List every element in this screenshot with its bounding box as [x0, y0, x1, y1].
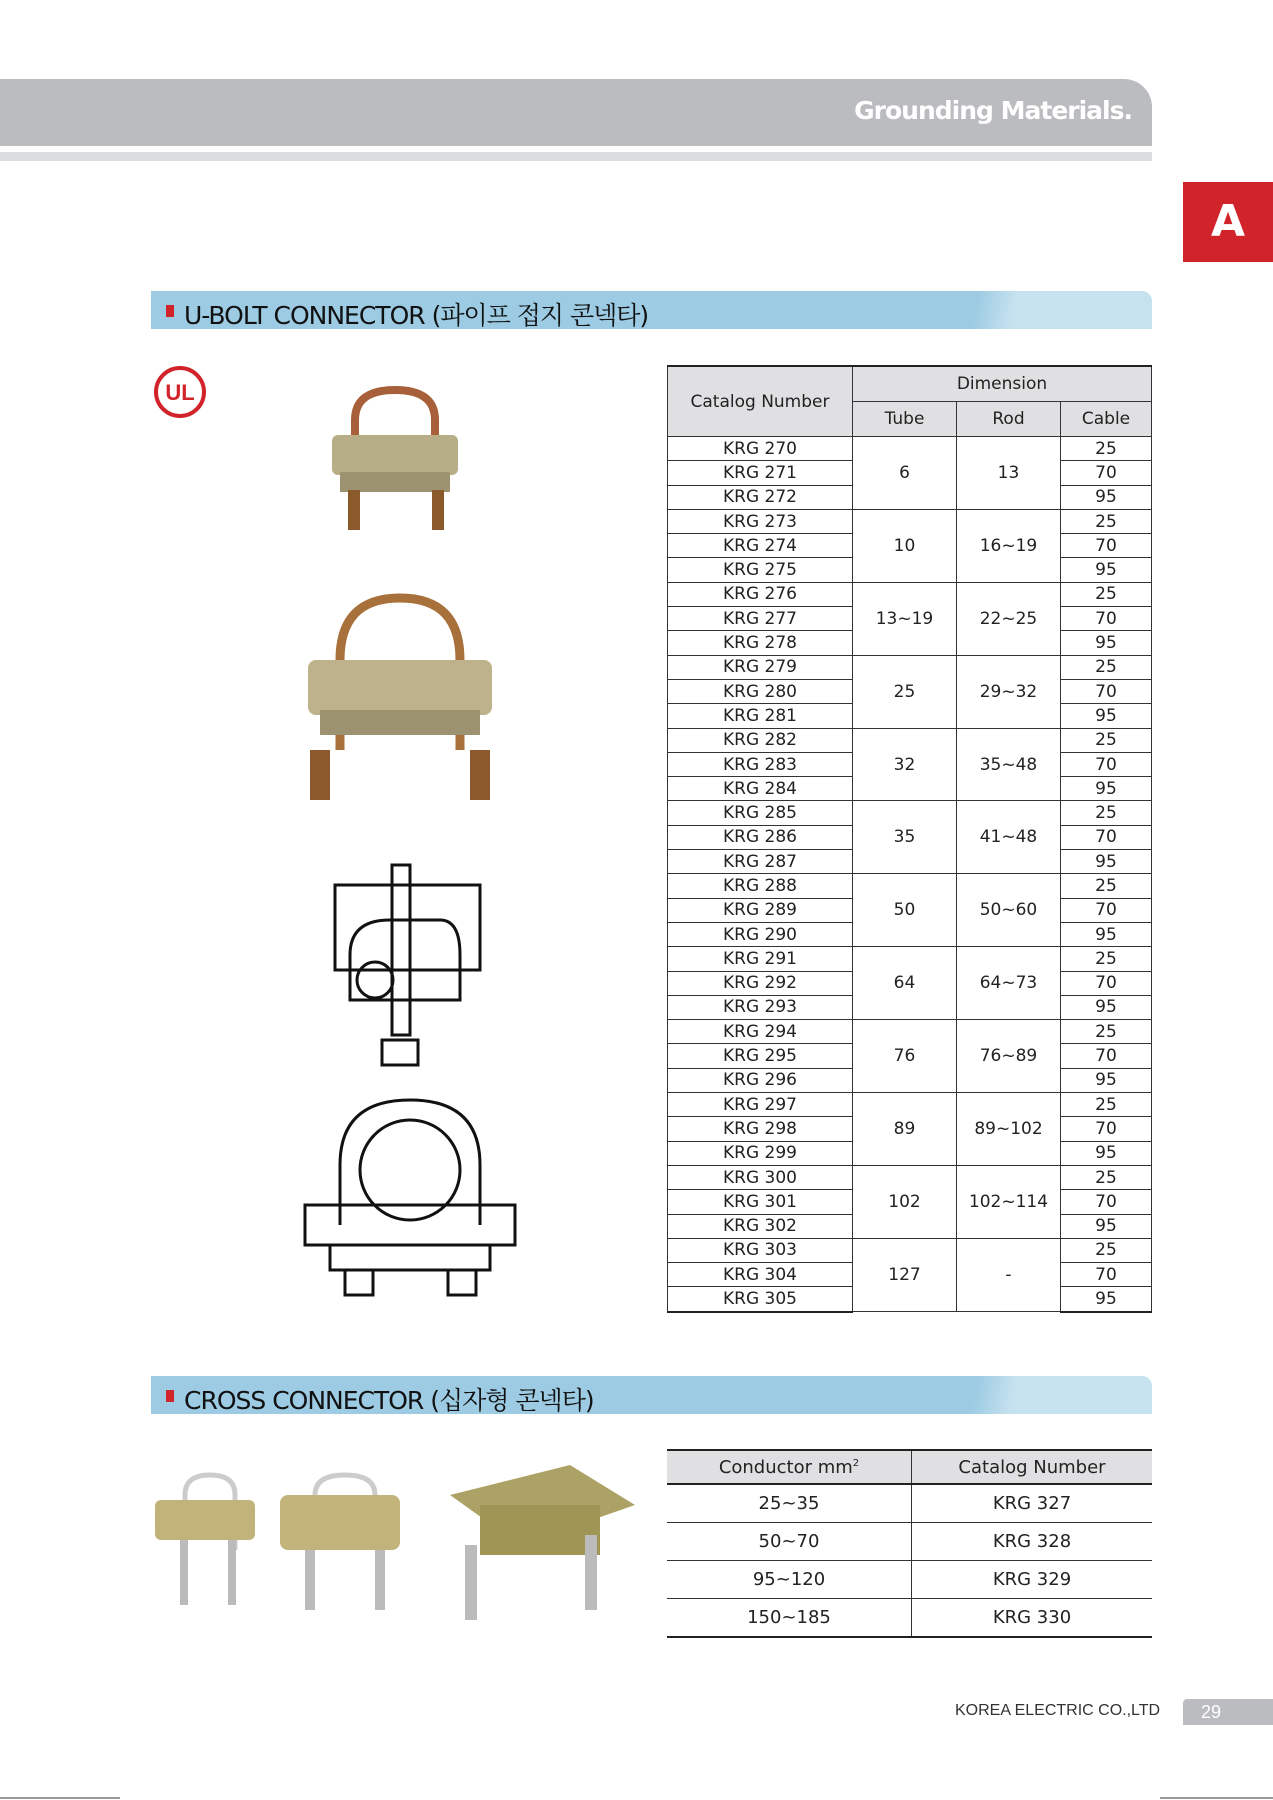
cable-cell: 95 — [1061, 1141, 1152, 1165]
cable-cell: 25 — [1061, 728, 1152, 752]
cable-cell: 70 — [1061, 971, 1152, 995]
catalog-number-cell: KRG 273 — [668, 509, 853, 533]
cable-cell: 95 — [1061, 704, 1152, 728]
rod-cell: 102~114 — [957, 1165, 1061, 1238]
ubolt-front-drawing — [300, 1095, 520, 1305]
catalog-number-cell: KRG 302 — [668, 1214, 853, 1238]
rod-cell: 64~73 — [957, 947, 1061, 1020]
cross-connector-photo-3 — [440, 1455, 640, 1630]
cable-cell: 70 — [1061, 752, 1152, 776]
conductor-cell: 150~185 — [667, 1599, 912, 1638]
cable-cell: 25 — [1061, 947, 1152, 971]
ubolt-connector-photo-small — [320, 380, 470, 540]
conductor-cell: 50~70 — [667, 1523, 912, 1561]
cable-cell: 70 — [1061, 1190, 1152, 1214]
catalog-number-cell: KRG 272 — [668, 485, 853, 509]
catalog-number-cell: KRG 303 — [668, 1238, 853, 1262]
catalog-number-cell: KRG 281 — [668, 704, 853, 728]
catalog-number-cell: KRG 295 — [668, 1044, 853, 1068]
table-row — [668, 1093, 1152, 1117]
col-rod: Rod — [957, 402, 1061, 437]
catalog-number-cell: KRG 284 — [668, 777, 853, 801]
catalog-number-cell: KRG 298 — [668, 1117, 853, 1141]
tube-cell: 76 — [853, 1020, 957, 1093]
table-row — [667, 1561, 1152, 1599]
col-tube: Tube — [853, 402, 957, 437]
cable-cell: 25 — [1061, 655, 1152, 679]
cable-cell: 95 — [1061, 995, 1152, 1019]
tube-cell: 64 — [853, 947, 957, 1020]
table-row — [668, 874, 1152, 898]
catalog-number-cell: KRG 299 — [668, 1141, 853, 1165]
tube-cell: 50 — [853, 874, 957, 947]
header-title: Grounding Materials. — [854, 96, 1132, 125]
table-row — [668, 509, 1152, 533]
tube-cell: 25 — [853, 655, 957, 728]
svg-text:UL: UL — [165, 380, 195, 405]
footer-line — [1160, 1797, 1273, 1799]
table-row — [668, 947, 1152, 971]
ubolt-connector-photo-large — [300, 590, 500, 805]
cable-cell: 25 — [1061, 1020, 1152, 1044]
cable-cell: 70 — [1061, 898, 1152, 922]
catalog-number-cell: KRG 276 — [668, 582, 853, 606]
catalog-number-cell: KRG 297 — [668, 1093, 853, 1117]
catalog-number-cell: KRG 289 — [668, 898, 853, 922]
cable-cell: 70 — [1061, 1117, 1152, 1141]
conductor-cell: 95~120 — [667, 1561, 912, 1599]
cable-cell: 70 — [1061, 461, 1152, 485]
header-subbar — [0, 152, 1152, 161]
bullet-icon — [166, 1390, 174, 1402]
tube-cell: 6 — [853, 437, 957, 510]
tube-cell: 102 — [853, 1165, 957, 1238]
catalog-cell: KRG 329 — [912, 1561, 1153, 1599]
cross-connector-photo-1 — [150, 1470, 260, 1610]
catalog-number-cell: KRG 300 — [668, 1165, 853, 1189]
tube-cell: 127 — [853, 1238, 957, 1311]
cable-cell: 70 — [1061, 825, 1152, 849]
tube-cell: 89 — [853, 1093, 957, 1166]
catalog-number-cell: KRG 270 — [668, 437, 853, 461]
catalog-number-cell: KRG 301 — [668, 1190, 853, 1214]
col-catalog-number: Catalog Number — [912, 1450, 1153, 1484]
bullet-icon — [166, 305, 174, 317]
catalog-number-cell: KRG 296 — [668, 1068, 853, 1092]
cable-cell: 70 — [1061, 607, 1152, 631]
cable-cell: 70 — [1061, 1263, 1152, 1287]
catalog-number-cell: KRG 286 — [668, 825, 853, 849]
catalog-number-cell: KRG 279 — [668, 655, 853, 679]
table-row — [668, 801, 1152, 825]
rod-cell: 76~89 — [957, 1020, 1061, 1093]
rod-cell: - — [957, 1238, 1061, 1311]
cable-cell: 95 — [1061, 922, 1152, 946]
catalog-number-cell: KRG 271 — [668, 461, 853, 485]
col-conductor-label: Conductor mm — [718, 1456, 853, 1478]
table-row — [668, 582, 1152, 606]
ubolt-side-drawing — [330, 860, 490, 1070]
cable-cell: 70 — [1061, 679, 1152, 703]
catalog-number-cell: KRG 287 — [668, 850, 853, 874]
catalog-number-cell: KRG 282 — [668, 728, 853, 752]
cable-cell: 95 — [1061, 485, 1152, 509]
col-conductor — [667, 1450, 912, 1484]
catalog-number-cell: KRG 283 — [668, 752, 853, 776]
col-cable: Cable — [1061, 402, 1152, 437]
ubolt-spec-table — [667, 365, 1152, 1313]
catalog-number-cell: KRG 277 — [668, 607, 853, 631]
table-row — [667, 1484, 1152, 1523]
catalog-number-cell: KRG 280 — [668, 679, 853, 703]
catalog-number-cell: KRG 290 — [668, 922, 853, 946]
page-number: 29 — [1183, 1699, 1273, 1725]
col-catalog-number: Catalog Number — [668, 366, 853, 437]
cable-cell: 25 — [1061, 582, 1152, 606]
cable-cell: 25 — [1061, 1093, 1152, 1117]
cable-cell: 25 — [1061, 874, 1152, 898]
tube-cell: 13~19 — [853, 582, 957, 655]
col-dimension: Dimension — [853, 366, 1152, 402]
cable-cell: 95 — [1061, 850, 1152, 874]
catalog-number-cell: KRG 293 — [668, 995, 853, 1019]
cable-cell: 95 — [1061, 777, 1152, 801]
cable-cell: 95 — [1061, 1287, 1152, 1312]
cable-cell: 95 — [1061, 1214, 1152, 1238]
cable-cell: 70 — [1061, 534, 1152, 558]
section-heading-ubolt: U-BOLT CONNECTOR (파이프 접지 콘넥타) — [151, 291, 1152, 329]
tube-cell: 10 — [853, 509, 957, 582]
cable-cell: 25 — [1061, 1238, 1152, 1262]
cable-cell: 25 — [1061, 509, 1152, 533]
table-row — [667, 1599, 1152, 1638]
ul-logo-icon — [152, 364, 208, 420]
catalog-number-cell: KRG 285 — [668, 801, 853, 825]
table-row — [668, 728, 1152, 752]
rod-cell: 89~102 — [957, 1093, 1061, 1166]
cable-cell: 25 — [1061, 437, 1152, 461]
rod-cell: 50~60 — [957, 874, 1061, 947]
catalog-cell: KRG 328 — [912, 1523, 1153, 1561]
rod-cell: 13 — [957, 437, 1061, 510]
rod-cell: 16~19 — [957, 509, 1061, 582]
catalog-number-cell: KRG 274 — [668, 534, 853, 558]
table-row — [668, 1165, 1152, 1189]
rod-cell: 41~48 — [957, 801, 1061, 874]
catalog-number-cell: KRG 278 — [668, 631, 853, 655]
footer-line — [0, 1797, 120, 1799]
rod-cell: 35~48 — [957, 728, 1061, 801]
cable-cell: 95 — [1061, 1068, 1152, 1092]
catalog-cell: KRG 330 — [912, 1599, 1153, 1638]
catalog-number-cell: KRG 304 — [668, 1263, 853, 1287]
table-row — [667, 1523, 1152, 1561]
rod-cell: 22~25 — [957, 582, 1061, 655]
section-heading-cross: CROSS CONNECTOR (십자형 콘넥타) — [151, 1376, 1152, 1414]
catalog-number-cell: KRG 275 — [668, 558, 853, 582]
cable-cell: 70 — [1061, 1044, 1152, 1068]
cable-cell: 25 — [1061, 1165, 1152, 1189]
table-row — [668, 437, 1152, 461]
cross-spec-table — [667, 1449, 1152, 1638]
cable-cell: 95 — [1061, 631, 1152, 655]
table-row — [668, 1238, 1152, 1262]
conductor-cell: 25~35 — [667, 1484, 912, 1523]
cable-cell: 95 — [1061, 558, 1152, 582]
catalog-cell: KRG 327 — [912, 1484, 1153, 1523]
tube-cell: 35 — [853, 801, 957, 874]
section-tab: A — [1183, 182, 1273, 262]
catalog-number-cell: KRG 288 — [668, 874, 853, 898]
catalog-number-cell: KRG 305 — [668, 1287, 853, 1312]
header-bar — [0, 79, 1152, 146]
catalog-number-cell: KRG 294 — [668, 1020, 853, 1044]
rod-cell: 29~32 — [957, 655, 1061, 728]
col-conductor-sup: 2 — [852, 1457, 860, 1469]
tube-cell: 32 — [853, 728, 957, 801]
catalog-number-cell: KRG 292 — [668, 971, 853, 995]
cable-cell: 25 — [1061, 801, 1152, 825]
footer-company: KOREA ELECTRIC CO.,LTD — [955, 1702, 1161, 1719]
table-row — [668, 655, 1152, 679]
table-row — [668, 1020, 1152, 1044]
catalog-number-cell: KRG 291 — [668, 947, 853, 971]
cross-connector-photo-2 — [275, 1470, 410, 1615]
